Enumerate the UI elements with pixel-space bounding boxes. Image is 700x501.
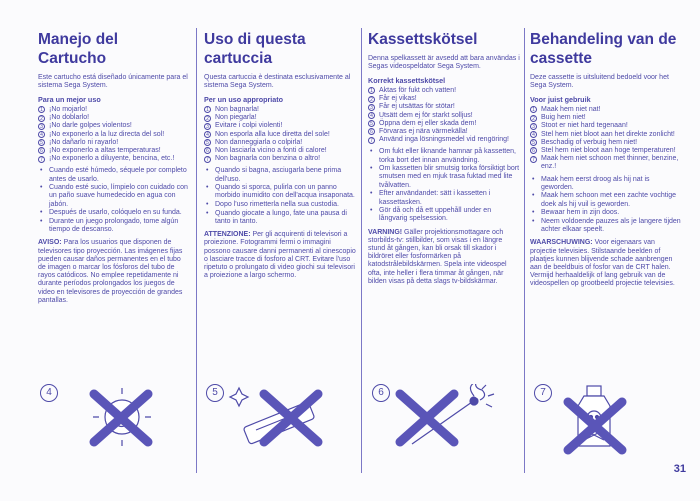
list-item: 3 Evitare i colpi violenti! <box>204 122 356 130</box>
list-item: • Cuando esté sucio, límpielo con cuidado con un paño suave humedecido en agua con jabón. <box>38 184 190 209</box>
list-item: 1 Non bagnarla! <box>204 106 356 114</box>
list-item: 5 Non danneggiarla o colpirla! <box>204 139 356 147</box>
intro-text: Denna spelkassett är avsedd att bara användas i Segas videospeldator Sega System. <box>368 55 520 71</box>
list-item: • Om fukt eller liknande hamnar på kassetten, torka bort det innan användning. <box>368 148 520 164</box>
list-item: 2 ¡No doblarlo! <box>38 114 190 122</box>
bullet-list <box>530 176 682 235</box>
list-item: 4 Non esporla alla luce diretta del sole! <box>204 131 356 139</box>
list-item: • Bewaar hem in zijn doos. <box>530 209 682 217</box>
list-item: 7 ¡No exponerlo a diluyente, bencina, etc.! <box>38 155 190 163</box>
list-item: 6 ¡No exponerlo a altas temperaturas! <box>38 147 190 155</box>
numbered-list <box>38 106 190 163</box>
column-divider <box>361 28 362 473</box>
list-item: • Quando si sporca, pulirla con un panno morbido inumidito con dell'acqua insaponata. <box>204 184 356 200</box>
list-item: • Gör då och då ett uppehåll under en långvarig spelsession. <box>368 207 520 223</box>
column-italian <box>204 30 356 370</box>
list-item: 6 Stel hem niet bloot aan hoge temperaturen! <box>530 147 682 155</box>
list-item: 3 Stoot er niet hard tegenaan! <box>530 122 682 130</box>
subheading: Para un mejor uso <box>38 95 101 105</box>
cross-icon <box>86 388 156 448</box>
figure-number: 5 <box>206 384 224 402</box>
subheading: Korrekt kassettskötsel <box>368 76 446 86</box>
list-item: 2 Buig hem niet! <box>530 114 682 122</box>
column-swedish <box>368 30 520 370</box>
list-item: • Después de usarlo, colóquelo en su funda. <box>38 209 190 217</box>
subheading: Voor juist gebruik <box>530 95 591 105</box>
list-item: • Dopo l'uso rimetterla nella sua custodia. <box>204 201 356 209</box>
list-item: 1 ¡No mojarlo! <box>38 106 190 114</box>
bullet-list <box>38 167 190 234</box>
column-divider <box>524 28 525 473</box>
section-title: Uso di questa cartuccia <box>204 31 306 67</box>
illustration-no-fire <box>372 378 502 456</box>
warning-paragraph: VARNING! Gäller projektionsmottagare och storbilds-tv: stillbilder, som visas i en längre stund åt gången, kan bli orsak till skador i bildröret eller fosformärken på katodstrålebildskärmen. Spela inte videospel ofta, inte heller i flera timmar åt gången, när bilden visas på detta slags tv-bildskärmar. <box>368 228 507 285</box>
cross-icon <box>392 388 462 448</box>
list-item: 3 ¡No darle golpes violentos! <box>38 122 190 130</box>
cross-icon <box>560 396 630 456</box>
list-item: • Neem voldoende pauzes als je langere tijden achter elkaar speelt. <box>530 218 682 234</box>
numbered-list <box>204 106 356 163</box>
list-item: 6 Förvaras ej nära värmekälla! <box>368 128 520 136</box>
list-item: • Efter användandet: sätt i kassetten i kassettasken. <box>368 190 520 206</box>
list-item: • Quando si bagna, asciugarla bene prima dell'uso. <box>204 167 356 183</box>
illustration-no-sunlight <box>40 378 170 456</box>
cross-icon <box>256 388 326 448</box>
list-item: • Durante un juego prolongado, tome algún tiempo de descanso. <box>38 218 190 234</box>
list-item: 4 ¡No exponerlo a la luz directa del sol! <box>38 131 190 139</box>
subheading: Per un uso appropriato <box>204 95 284 105</box>
list-item: 7 Använd inga lösningsmedel vid rengöring! <box>368 136 520 144</box>
list-item: • Maak hem schoon met een zachte vochtige doek als hij vuil is geworden. <box>530 192 682 208</box>
page-number: 31 <box>673 463 686 475</box>
list-item: 1 Aktas för fukt och vatten! <box>368 87 520 95</box>
figure-number: 6 <box>372 384 390 402</box>
column-dutch <box>530 30 682 370</box>
column-spanish <box>38 30 190 370</box>
list-item: 4 Stel hem niet bloot aan het direkte zonlicht! <box>530 131 682 139</box>
warning-paragraph: ATTENZIONE: Per gli acquirenti di televisori a proiezione. Fotogrammi fermi o immagini possono causare danni permanenti al cinescopio o lasciare tracce di fosforo al CRT. Evitare l'uso ripetuto o prolungato di video giochi sui televisori a proiezione a largo schermo. <box>204 231 356 280</box>
list-item: • Cuando esté húmedo, séquele por completo antes de usarlo. <box>38 167 190 183</box>
section-title: Kassettskötsel <box>368 31 478 48</box>
list-item: • Quando giocate a lungo, fate una pausa di tanto in tanto. <box>204 210 356 226</box>
list-item: 5 ¡No dañarlo ni rayarlo! <box>38 139 190 147</box>
list-item: 7 Non bagnarla con benzina o altro! <box>204 155 356 163</box>
intro-text: Este cartucho está diseñado únicamente para el sistema Sega System. <box>38 74 188 90</box>
bullet-list <box>204 167 356 226</box>
list-item: 2 Får ej vikas! <box>368 95 520 103</box>
figure-number: 7 <box>534 384 552 402</box>
illustration-no-solvents <box>534 378 664 456</box>
list-item: 4 Utsätt dem ej för starkt solljus! <box>368 112 520 120</box>
intro-text: Deze cassette is uitsluitend bedoeld voor het Sega System. <box>530 74 669 90</box>
illustration-no-heat <box>206 378 336 456</box>
list-item: 3 Får ej utsättas för stötar! <box>368 103 520 111</box>
list-item: 7 Maak hem niet schoon met thinner, benzine, enz.! <box>530 155 682 171</box>
numbered-list <box>368 87 520 144</box>
list-item: • Om kassetten blir smutsig torka försiktigt bort smutsen med en mjuk trasa fuktad med lite tvålvatten. <box>368 165 520 190</box>
section-title: Behandeling van de cassette <box>530 31 677 67</box>
list-item: 2 Non piegarla! <box>204 114 356 122</box>
list-item: 5 Beschadig of verbuig hem niet! <box>530 139 682 147</box>
column-divider <box>196 28 197 473</box>
figure-number: 4 <box>40 384 58 402</box>
bullet-list <box>368 148 520 223</box>
list-item: 1 Maak hem niet nat! <box>530 106 682 114</box>
list-item: 6 Non lasciarla vicino a fonti di calore! <box>204 147 356 155</box>
warning-paragraph: AVISO: Para los usuarios que disponen de televisores tipo proyección. Las imágenes fijas pueden causar daños permanentes en el tubo de imagen o marcar los fósforos del tubo de rayos catódicos. No emplee repetidamente ni durante períodos prolongados los juegos de video en televisores de proyección de grandes pantallas. <box>38 239 183 304</box>
list-item: 5 Öppna dem ej eller skada dem! <box>368 120 520 128</box>
numbered-list <box>530 106 682 172</box>
warning-paragraph: WAARSCHUWING: Voor eigenaars van projectie televisies. Stilstaande beelden of plaatjes kunnen blijvende schade aanbrengen aan de beeldbuis of fosfor van de CRT halen. Vermijd herhaaldelijk of lang gebruik van de videospellen op grootbeeld projectie televisies. <box>530 239 675 288</box>
section-title: Manejo del Cartucho <box>38 31 119 67</box>
list-item: • Maak hem eerst droog als hij nat is geworden. <box>530 176 682 192</box>
intro-text: Questa cartuccia è destinata esclusivamente al sistema Sega System. <box>204 74 351 90</box>
